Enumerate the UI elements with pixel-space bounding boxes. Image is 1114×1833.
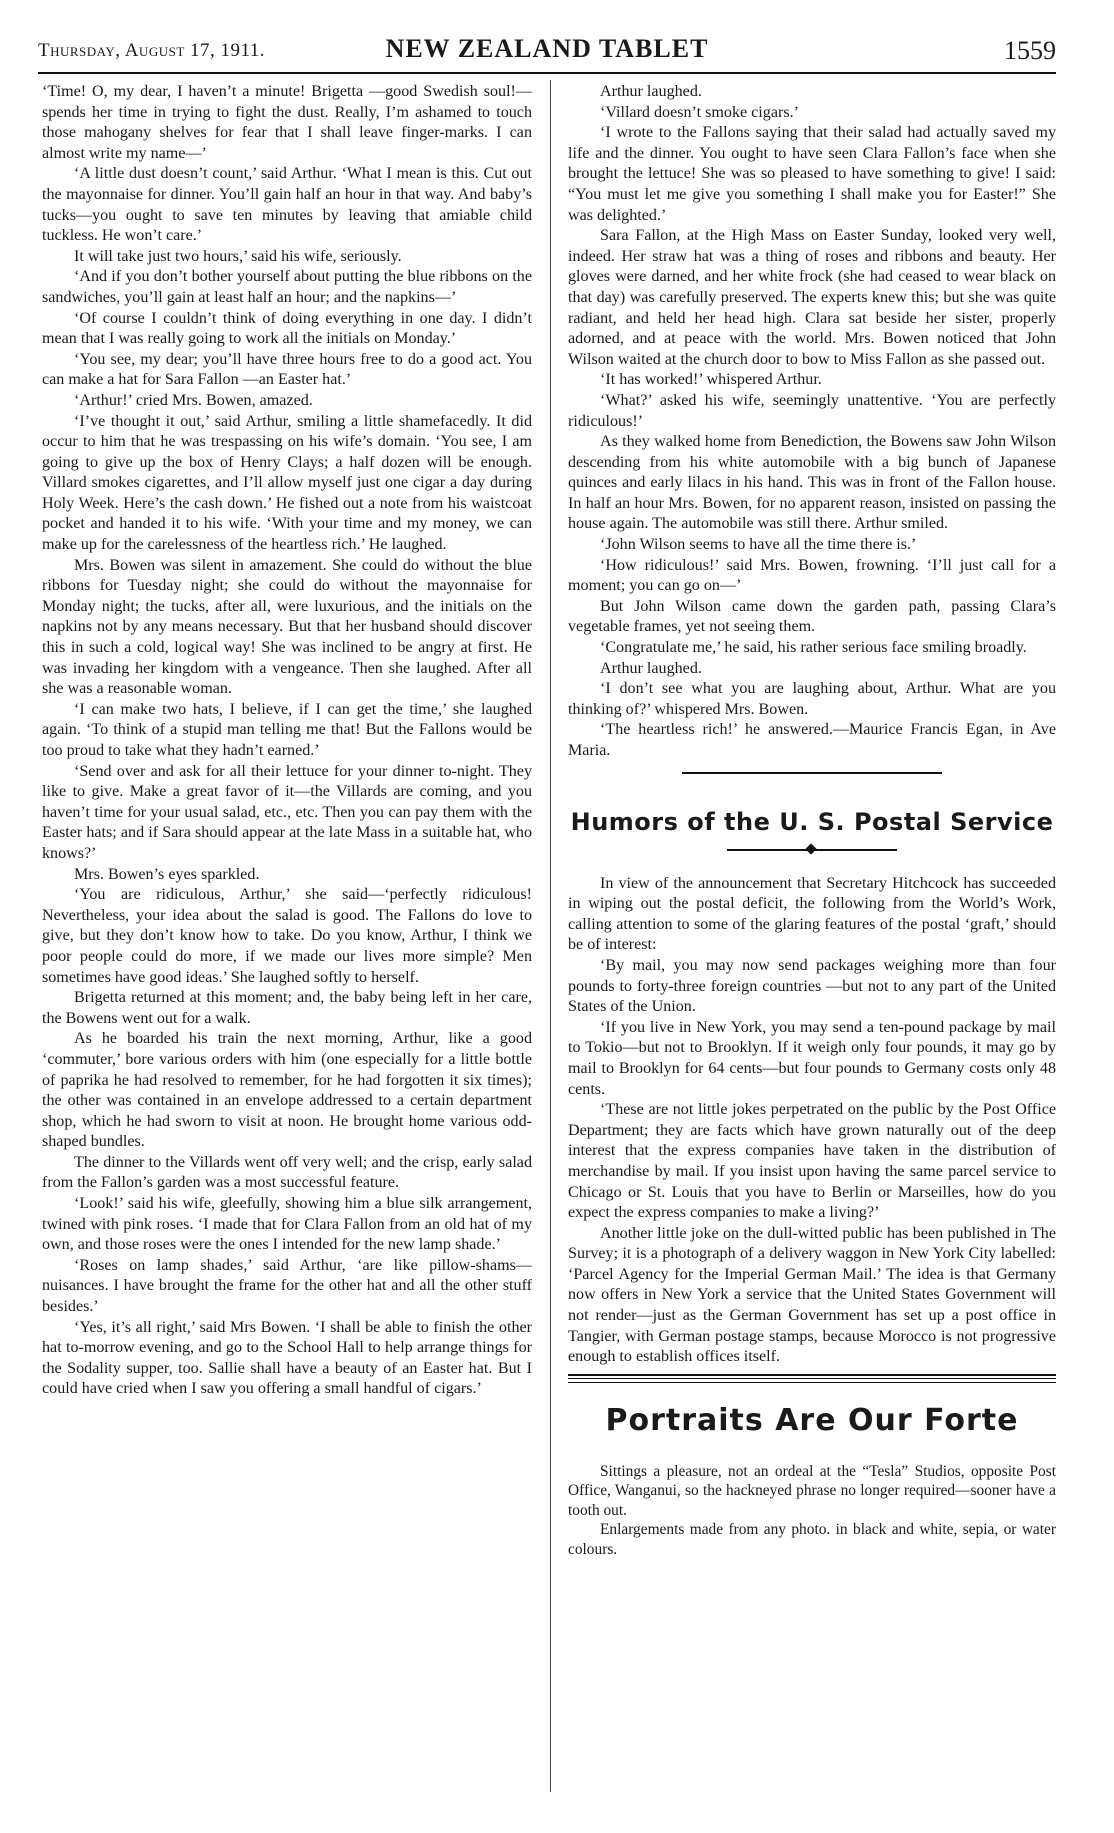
story-paragraph: ‘How ridiculous!’ said Mrs. Bowen, frowning. ‘I’ll just call for a moment; you can go on—’ bbox=[568, 556, 1056, 595]
advert-top-rule bbox=[568, 1374, 1056, 1379]
postal-paragraph: Another little joke on the dull-witted public has been published in The Survey; it is a photograph of a delivery waggon in New York City labelled: ‘Parcel Agency for the Imperial German Mail.’ The idea is that Germany now offers in New York a service that the United States Government will not render—just as the German Government has set up a post office in Tangier, with German postage stamps, because Morocco is not progressive enough to establish offices itself. bbox=[568, 1224, 1056, 1366]
story-paragraph: Mrs. Bowen’s eyes sparkled. bbox=[74, 865, 260, 883]
story-paragraph: ‘Of course I couldn’t think of doing everything in one day. I didn’t mean that I was really going to work all the initials on Monday.’ bbox=[42, 309, 532, 348]
postal-paragraph: ‘If you live in New York, you may send a ten-pound package by mail to Tokio—but not to Brooklyn. If it weigh only four pounds, it may go by mail to Brooklyn for 64 cents—but four pounds to Germany costs only 48 cents. bbox=[568, 1018, 1056, 1098]
story-paragraph: ‘Time! O, my dear, I haven’t a minute! Brigetta —good Swedish soul!—spends her time in trying to fight the dust. Really, I’m ashamed to touch those mahogany shelves for fear that I shall leave finger-marks. I can almost write my name—’ bbox=[42, 83, 532, 162]
story-end-rule bbox=[682, 772, 942, 774]
postal-paragraph: In view of the announcement that Secretary Hitchcock has succeeded in wiping out the postal deficit, the following from the World’s Work, calling attention to some of the glaring features of the postal ‘graft,’ should be of interest: bbox=[568, 874, 1056, 954]
advert-top-rule-thin bbox=[568, 1382, 1056, 1383]
story-paragraph: Arthur laughed. bbox=[600, 83, 702, 100]
header-rule bbox=[38, 72, 1056, 74]
page-header bbox=[38, 30, 1056, 70]
postal-paragraph: ‘By mail, you may now send packages weighing more than four pounds to forty-three foreign countries —but not to any part of the United States of the Union. bbox=[568, 956, 1056, 1016]
story-paragraph: ‘John Wilson seems to have all the time there is.’ bbox=[600, 536, 917, 554]
story-paragraph: ‘You are ridiculous, Arthur,’ she said—‘perfectly ridiculous! Nevertheless, your idea about the salad is good. The Fallons do love to give, but they don’t know how to take. Do you know, Arthur, I think we poor people could do more, if we made our lives more simple? Men sometimes have good ideas.’ She laughed softly to herself. bbox=[42, 886, 532, 986]
advert-body bbox=[568, 1462, 1056, 1560]
story-paragraph: ‘Send over and ask for all their lettuce for your dinner to-night. They like to give. Make a great favor of it—the Villards are coming, and you haven’t time for your usual salad, etc., etc. Then you can pay them with the Easter hats; and if Sara should appear at the late Mass in a suitable hat, who knows?’ bbox=[42, 762, 532, 862]
issue-date: Thursday, August 17, 1911. bbox=[38, 40, 266, 61]
story-paragraph: ‘A little dust doesn’t count,’ said Arthur. ‘What I mean is this. Cut out the mayonnaise for dinner. You’ll gain half an hour in that way. And baby’s tucks—you ought to save ten minutes by leaving that amiable child tuckless. He won’t care.’ bbox=[42, 165, 532, 245]
diamond-icon bbox=[805, 843, 816, 854]
right-column bbox=[568, 82, 1056, 1559]
story-paragraph: The dinner to the Villards went off very well; and the crisp, early salad from the Fallon’s garden was a most successful feature. bbox=[42, 1153, 532, 1192]
story-paragraph: ‘Congratulate me,’ he said, his rather serious face smiling broadly. bbox=[600, 639, 1027, 657]
postal-section-title: Humors of the U. S. Postal Service bbox=[570, 807, 1054, 836]
story-paragraph: ‘I’ve thought it out,’ said Arthur, smiling a little shamefacedly. It did occur to him that he was trespassing on his wife’s domain. ‘You see, I am going to give up the box of Henry Clays; a half dozen will be enough. Villard smokes cigarettes, and I’ll allow myself just one cigar a day during Holy Week. Here’s the cash down.’ He fished out a note from his waistcoat pocket and handed it to his wife. ‘With your time and my money, we can make up for the carelessness of the heartless rich.’ He laughed. bbox=[42, 412, 532, 554]
story-paragraph: ‘I wrote to the Fallons saying that their salad had actually saved my life and the dinner. You ought to have seen Clara Fallon’s face when she brought the lettuce! She was so pleased to have something to give! I said: “You must let me give you something I shall make you for Easter!” She was delighted.’ bbox=[568, 124, 1056, 224]
postal-paragraph: ‘These are not little jokes perpetrated on the public by the Post Office Department; they are facts which have grown naturally out of the deep interest that the express companies have taken in the distribution of merchandise by mail. If you insist upon having the same parcel service to Chicago or St. Louis that you have to Berlin or Marseilles, how do you expect the express companies to make a living?’ bbox=[568, 1101, 1056, 1222]
story-paragraph: As he boarded his train the next morning, Arthur, like a good ‘commuter,’ bore various orders with him (one especially for a little bottle of paprika he had resolved to remember, for he had forgotten it six times); the other was contained in an envelope addressed to a certain department shop, which he had sworn to visit at noon. He brought home various odd-shaped bundles. bbox=[42, 1030, 532, 1151]
story-paragraph: But John Wilson came down the garden path, passing Clara’s vegetable frames, yet not seeing them. bbox=[568, 597, 1056, 636]
section-ornament bbox=[727, 844, 897, 856]
left-column bbox=[42, 82, 532, 1400]
advert-paragraph: Enlargements made from any photo. in black and white, sepia, or water colours. bbox=[568, 1521, 1056, 1558]
story-paragraph: ‘I don’t see what you are laughing about, Arthur. What are you thinking of?’ whispered Mrs. Bowen. bbox=[568, 680, 1056, 718]
advert-paragraph: Sittings a pleasure, not an ordeal at the “Tesla” Studios, opposite Post Office, Wanganui, so the hackneyed phrase no longer required—sooner have a tooth out. bbox=[568, 1462, 1056, 1519]
story-paragraph: ‘Yes, it’s all right,’ said Mrs Bowen. ‘I shall be able to finish the other hat to-morrow evening, and go to the School Hall to help arrange things for the Sodality supper, too. Sallie shall have a beauty of an Easter hat. But I could have cried when I saw you offering a small handful of cigars.’ bbox=[42, 1318, 532, 1398]
story-paragraph: Sara Fallon, at the High Mass on Easter Sunday, looked very well, indeed. Her straw hat was a thing of roses and ribbons and beauty. Her gloves were darned, and her white frock (she had ceased to wear black on that day) was carefully preserved. The experts knew this; but she was quite radiant, and held her head high. Clara sat beside her sister, properly adorned, and at peace with the world. Mrs. Bowen noticed that John Wilson waited at the church door to bow to Miss Fallon as she passed out. bbox=[568, 227, 1056, 368]
story-paragraph: ‘Look!’ said his wife, gleefully, showing him a blue silk arrangement, twined with pink roses. ‘I made that for Clara Fallon from an old hat of my own, and those roses were the ones I intended for the new lamp shade.’ bbox=[42, 1195, 532, 1254]
page-number: 1559 bbox=[1004, 36, 1056, 65]
story-byline: ‘The heartless rich!’ he answered.—Maurice Francis Egan, in Ave Maria. bbox=[568, 721, 1056, 759]
story-paragraph: As they walked home from Benediction, the Bowens saw John Wilson descending from his white automobile with a big bunch of Japanese quinces and early lilacs in his hand. This was in front of the Fallon house. In half an hour Mrs. Bowen, for no apparent reason, insisted on passing the house again. The automobile was still there. Arthur smiled. bbox=[568, 433, 1056, 533]
story-paragraph: ‘I can make two hats, I believe, if I can get the time,’ she laughed again. ‘To think of a stupid man telling me that! But the Fallons would be too proud to take what they hadn’t earned.’ bbox=[42, 700, 532, 759]
story-paragraph: ‘And if you don’t bother yourself about putting the blue ribbons on the sandwiches, you’ll gain at least half an hour; and the napkins—’ bbox=[42, 268, 532, 306]
story-paragraph: ‘You see, my dear; you’ll have three hours free to do a good act. You can make a hat for Sara Fallon —an Easter hat.’ bbox=[42, 350, 532, 389]
story-paragraph: ‘Arthur!’ cried Mrs. Bowen, amazed. bbox=[74, 391, 313, 409]
story-paragraph: It will take just two hours,’ said his wife, seriously. bbox=[74, 247, 402, 265]
story-paragraph: Arthur laughed. bbox=[600, 659, 702, 677]
story-paragraph: Mrs. Bowen was silent in amazement. She could do without the blue ribbons for Tuesday night; she could do without the mayonnaise for Monday night; the tucks, after all, were luxurious, and the initials on the napkins not by any means necessary. But that her husband should discover this in such a cold, logical way! She was inclined to be angry at first. He was invading her kingdom with a vengeance. Then she laughed. After all she was a reasonable woman. bbox=[42, 556, 532, 698]
publication-title: NEW ZEALAND TABLET bbox=[385, 34, 709, 63]
story-paragraph: ‘Roses on lamp shades,’ said Arthur, ‘are like pillow-shams—nuisances. I have brought the frame for the other hat and all the other stuff besides.’ bbox=[42, 1256, 532, 1316]
story-paragraph: ‘Villard doesn’t smoke cigars.’ bbox=[600, 103, 799, 121]
column-divider bbox=[550, 80, 551, 1792]
story-paragraph: Brigetta returned at this moment; and, the baby being left in her care, the Bowens went out for a walk. bbox=[42, 989, 532, 1027]
story-paragraph: ‘It has worked!’ whispered Arthur. bbox=[600, 371, 822, 389]
story-paragraph: ‘What?’ asked his wife, seemingly unattentive. ‘You are perfectly ridiculous!’ bbox=[568, 391, 1056, 430]
advert-title: Portraits Are Our Forte bbox=[605, 1402, 1019, 1438]
